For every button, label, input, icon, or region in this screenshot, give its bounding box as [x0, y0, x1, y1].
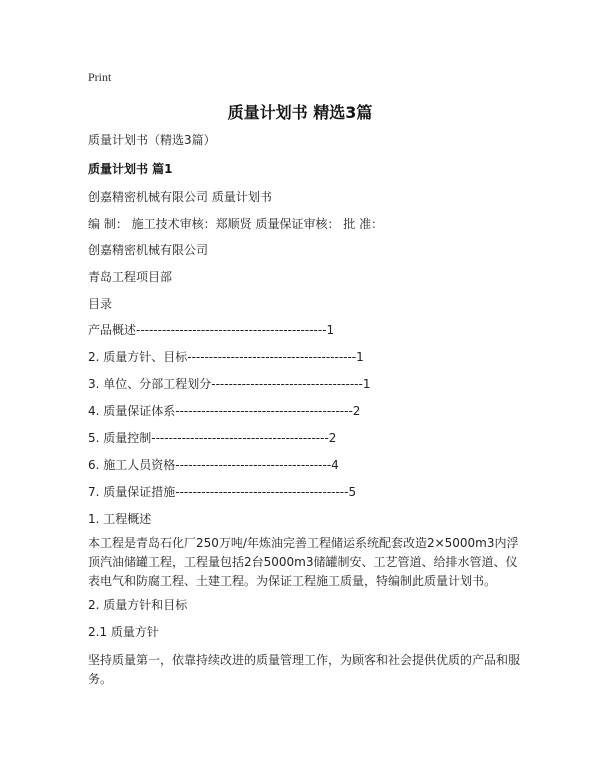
section-1-heading: 1. 工程概述 — [88, 512, 152, 526]
toc-item[interactable]: 6. 施工人员资格------------------------------------4 — [88, 458, 339, 472]
section-2-heading: 2. 质量方针和目标 — [88, 598, 188, 612]
company-line: 创嘉精密机械有限公司 — [88, 243, 209, 257]
toc-item[interactable]: 5. 质量控制-----------------------------------------2 — [88, 431, 337, 445]
toc-item[interactable]: 3. 单位、分部工程划分-----------------------------------1 — [88, 377, 371, 391]
toc-item[interactable]: 7. 质量保证措施----------------------------------------5 — [88, 485, 357, 499]
toc-title: 目录 — [88, 297, 113, 311]
section-2-1-heading: 2.1 质量方针 — [88, 625, 159, 639]
department-line: 青岛工程项目部 — [88, 270, 173, 284]
toc-item[interactable]: 4. 质量保证体系-----------------------------------------2 — [88, 404, 361, 418]
section-2-1-body: 坚持质量第一，依靠持续改进的质量管理工作，为顾客和社会提供优质的产品和服务。 — [88, 653, 521, 686]
signatures-line: 编 制： 施工技术审核：郑顺贤 质量保证审核： 批 准： — [88, 217, 384, 231]
page-title: 质量计划书 精选3篇 — [227, 103, 373, 122]
toc-item[interactable]: 产品概述--------------------------------------------1 — [88, 323, 335, 337]
section-heading: 质量计划书 篇1 — [88, 162, 173, 176]
print-label[interactable]: Print — [88, 70, 112, 84]
subtitle: 质量计划书（精选3篇） — [88, 133, 216, 147]
company-plan-line: 创嘉精密机械有限公司 质量计划书 — [88, 190, 272, 204]
toc-item[interactable]: 2. 质量方针、目标---------------------------------------1 — [88, 350, 364, 364]
section-1-body: 本工程是青岛石化厂250万吨/年炼油完善工程储运系统配套改造2×5000m3内浮顶汽油储罐工程，工程量包括2台5000m3储罐制安、工艺管道、给排水管道、仪表电气和防腐工程、土建工程。为保证工程施工质量，特编制此质量计划书。 — [88, 536, 519, 588]
